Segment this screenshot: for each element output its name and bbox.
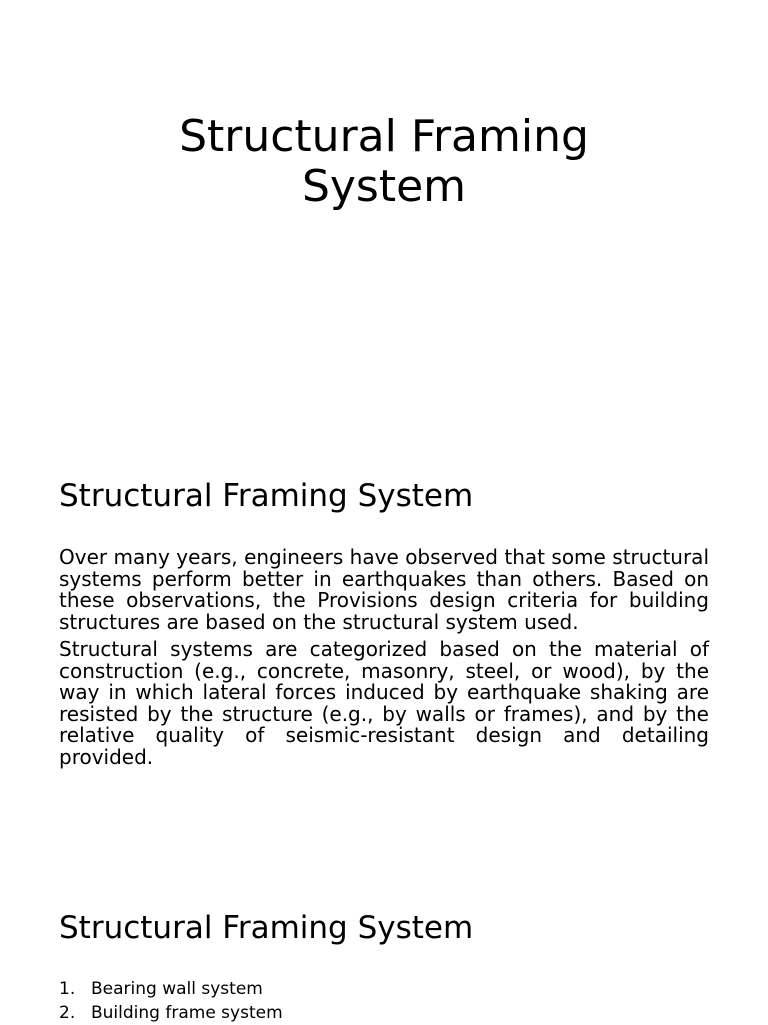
page-title-line-1: Structural Framing: [179, 111, 589, 162]
section-heading-1: Structural Framing System: [59, 478, 474, 514]
list-item-number: 2.: [59, 1003, 76, 1023]
list-item-label: Bearing wall system: [91, 979, 263, 999]
paragraph-1: Over many years, engineers have observed that some structural systems perform better in earthquakes than others. Based on these observations, the Provisions design criteria for building structures are based on the structural system used.: [59, 545, 709, 634]
list-item: [59, 977, 709, 1001]
section-body: [59, 547, 709, 774]
system-list: [59, 977, 709, 1025]
section-heading-2: Structural Framing System: [59, 910, 474, 946]
page-title: [0, 112, 768, 212]
paragraph-2: Structural systems are categorized based on the material of construction (e.g., concrete, masonry, steel, or wood), by the way in which lateral forces induced by earthquake shaking are resisted by the structure (e.g., by walls or frames), and by the relative quality of seismic-resistant design and detailing provided.: [59, 637, 709, 769]
list-item-label: Building frame system: [91, 1003, 283, 1023]
page-title-line-2: System: [301, 161, 467, 212]
list-item-number: 1.: [59, 979, 76, 999]
list-item: [59, 1001, 709, 1025]
